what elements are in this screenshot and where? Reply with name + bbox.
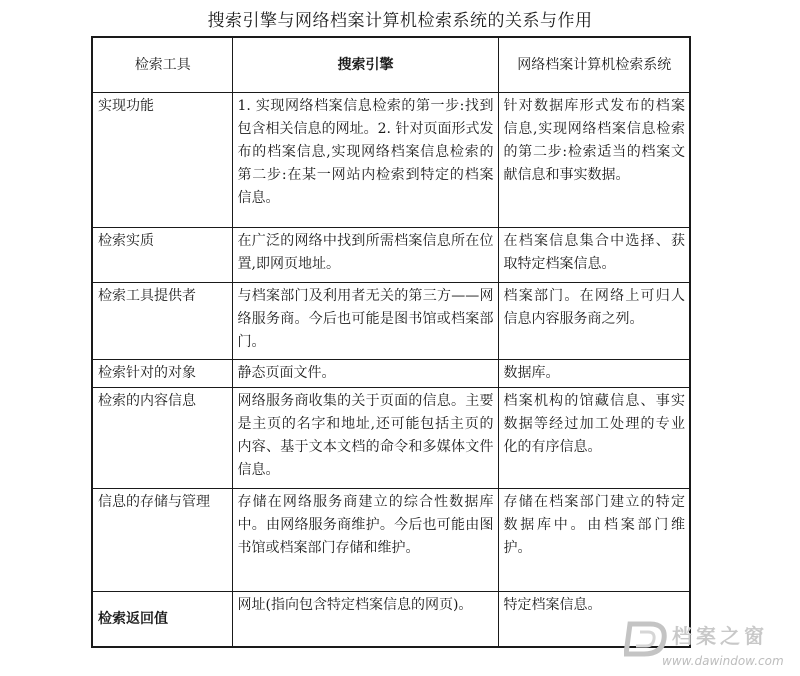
search-engine-cell: 网络服务商收集的关于页面的信息。主要是主页的名字和地址,还可能包括主页的内容、基于文本文档的命令和多媒体文件信息。 (232, 388, 498, 489)
table-row (92, 360, 690, 388)
search-engine-cell: 存储在网络服务商建立的综合性数据库中。由网络服务商维护。今后也可能由图书馆或档案部门存储和维护。 (232, 489, 498, 592)
watermark-text: 档案之窗 (672, 624, 768, 648)
search-engine-cell: 网址(指向包含特定档案信息的网页)。 (232, 592, 498, 648)
comparison-table (91, 36, 691, 648)
document-title: 搜索引擎与网络档案计算机检索系统的关系与作用 (207, 11, 593, 31)
table-row (92, 228, 690, 283)
header-tool: 检索工具 (92, 37, 232, 93)
search-engine-cell: 1. 实现网络档案信息检索的第一步:找到包含相关信息的网址。2. 针对页面形式发布的档案信息,实现网络档案信息检索的第二步:在某一网站内检索到特定的档案信息。 (232, 93, 498, 228)
row-label: 检索的内容信息 (92, 388, 232, 489)
row-label: 信息的存储与管理 (92, 489, 232, 592)
archive-system-cell: 针对数据库形式发布的档案信息,实现网络档案信息检索的第二步:检索适当的档案文献信息和事实数据。 (498, 93, 690, 228)
archive-system-cell: 档案部门。在网络上可归人信息内容服务商之列。 (498, 283, 690, 360)
row-label: 检索实质 (92, 228, 232, 283)
watermark-url: www.dawindow.com (662, 654, 784, 668)
search-engine-cell: 与档案部门及利用者无关的第三方——网络服务商。今后也可能是图书馆或档案部门。 (232, 283, 498, 360)
archive-system-cell: 特定档案信息。 (498, 592, 690, 648)
table-row (92, 283, 690, 360)
row-label: 检索针对的对象 (92, 360, 232, 388)
table-header-row (92, 37, 690, 93)
row-label: 检索返回值 (92, 592, 232, 648)
archive-system-cell: 数据库。 (498, 360, 690, 388)
archive-system-cell: 档案机构的馆藏信息、事实数据等经过加工处理的专业化的有序信息。 (498, 388, 690, 489)
table-row (92, 388, 690, 489)
table-row (92, 489, 690, 592)
row-label: 实现功能 (92, 93, 232, 228)
site-watermark (624, 616, 800, 676)
table-row (92, 592, 690, 648)
archive-system-cell: 在档案信息集合中选择、获取特定档案信息。 (498, 228, 690, 283)
search-engine-cell: 静态页面文件。 (232, 360, 498, 388)
header-search-engine: 搜索引擎 (232, 37, 498, 93)
row-label: 检索工具提供者 (92, 283, 232, 360)
table-row (92, 93, 690, 228)
header-archive-system: 网络档案计算机检索系统 (498, 37, 690, 93)
archive-system-cell: 存储在档案部门建立的特定数据库中。由档案部门维护。 (498, 489, 690, 592)
search-engine-cell: 在广泛的网络中找到所需档案信息所在位置,即网页地址。 (232, 228, 498, 283)
